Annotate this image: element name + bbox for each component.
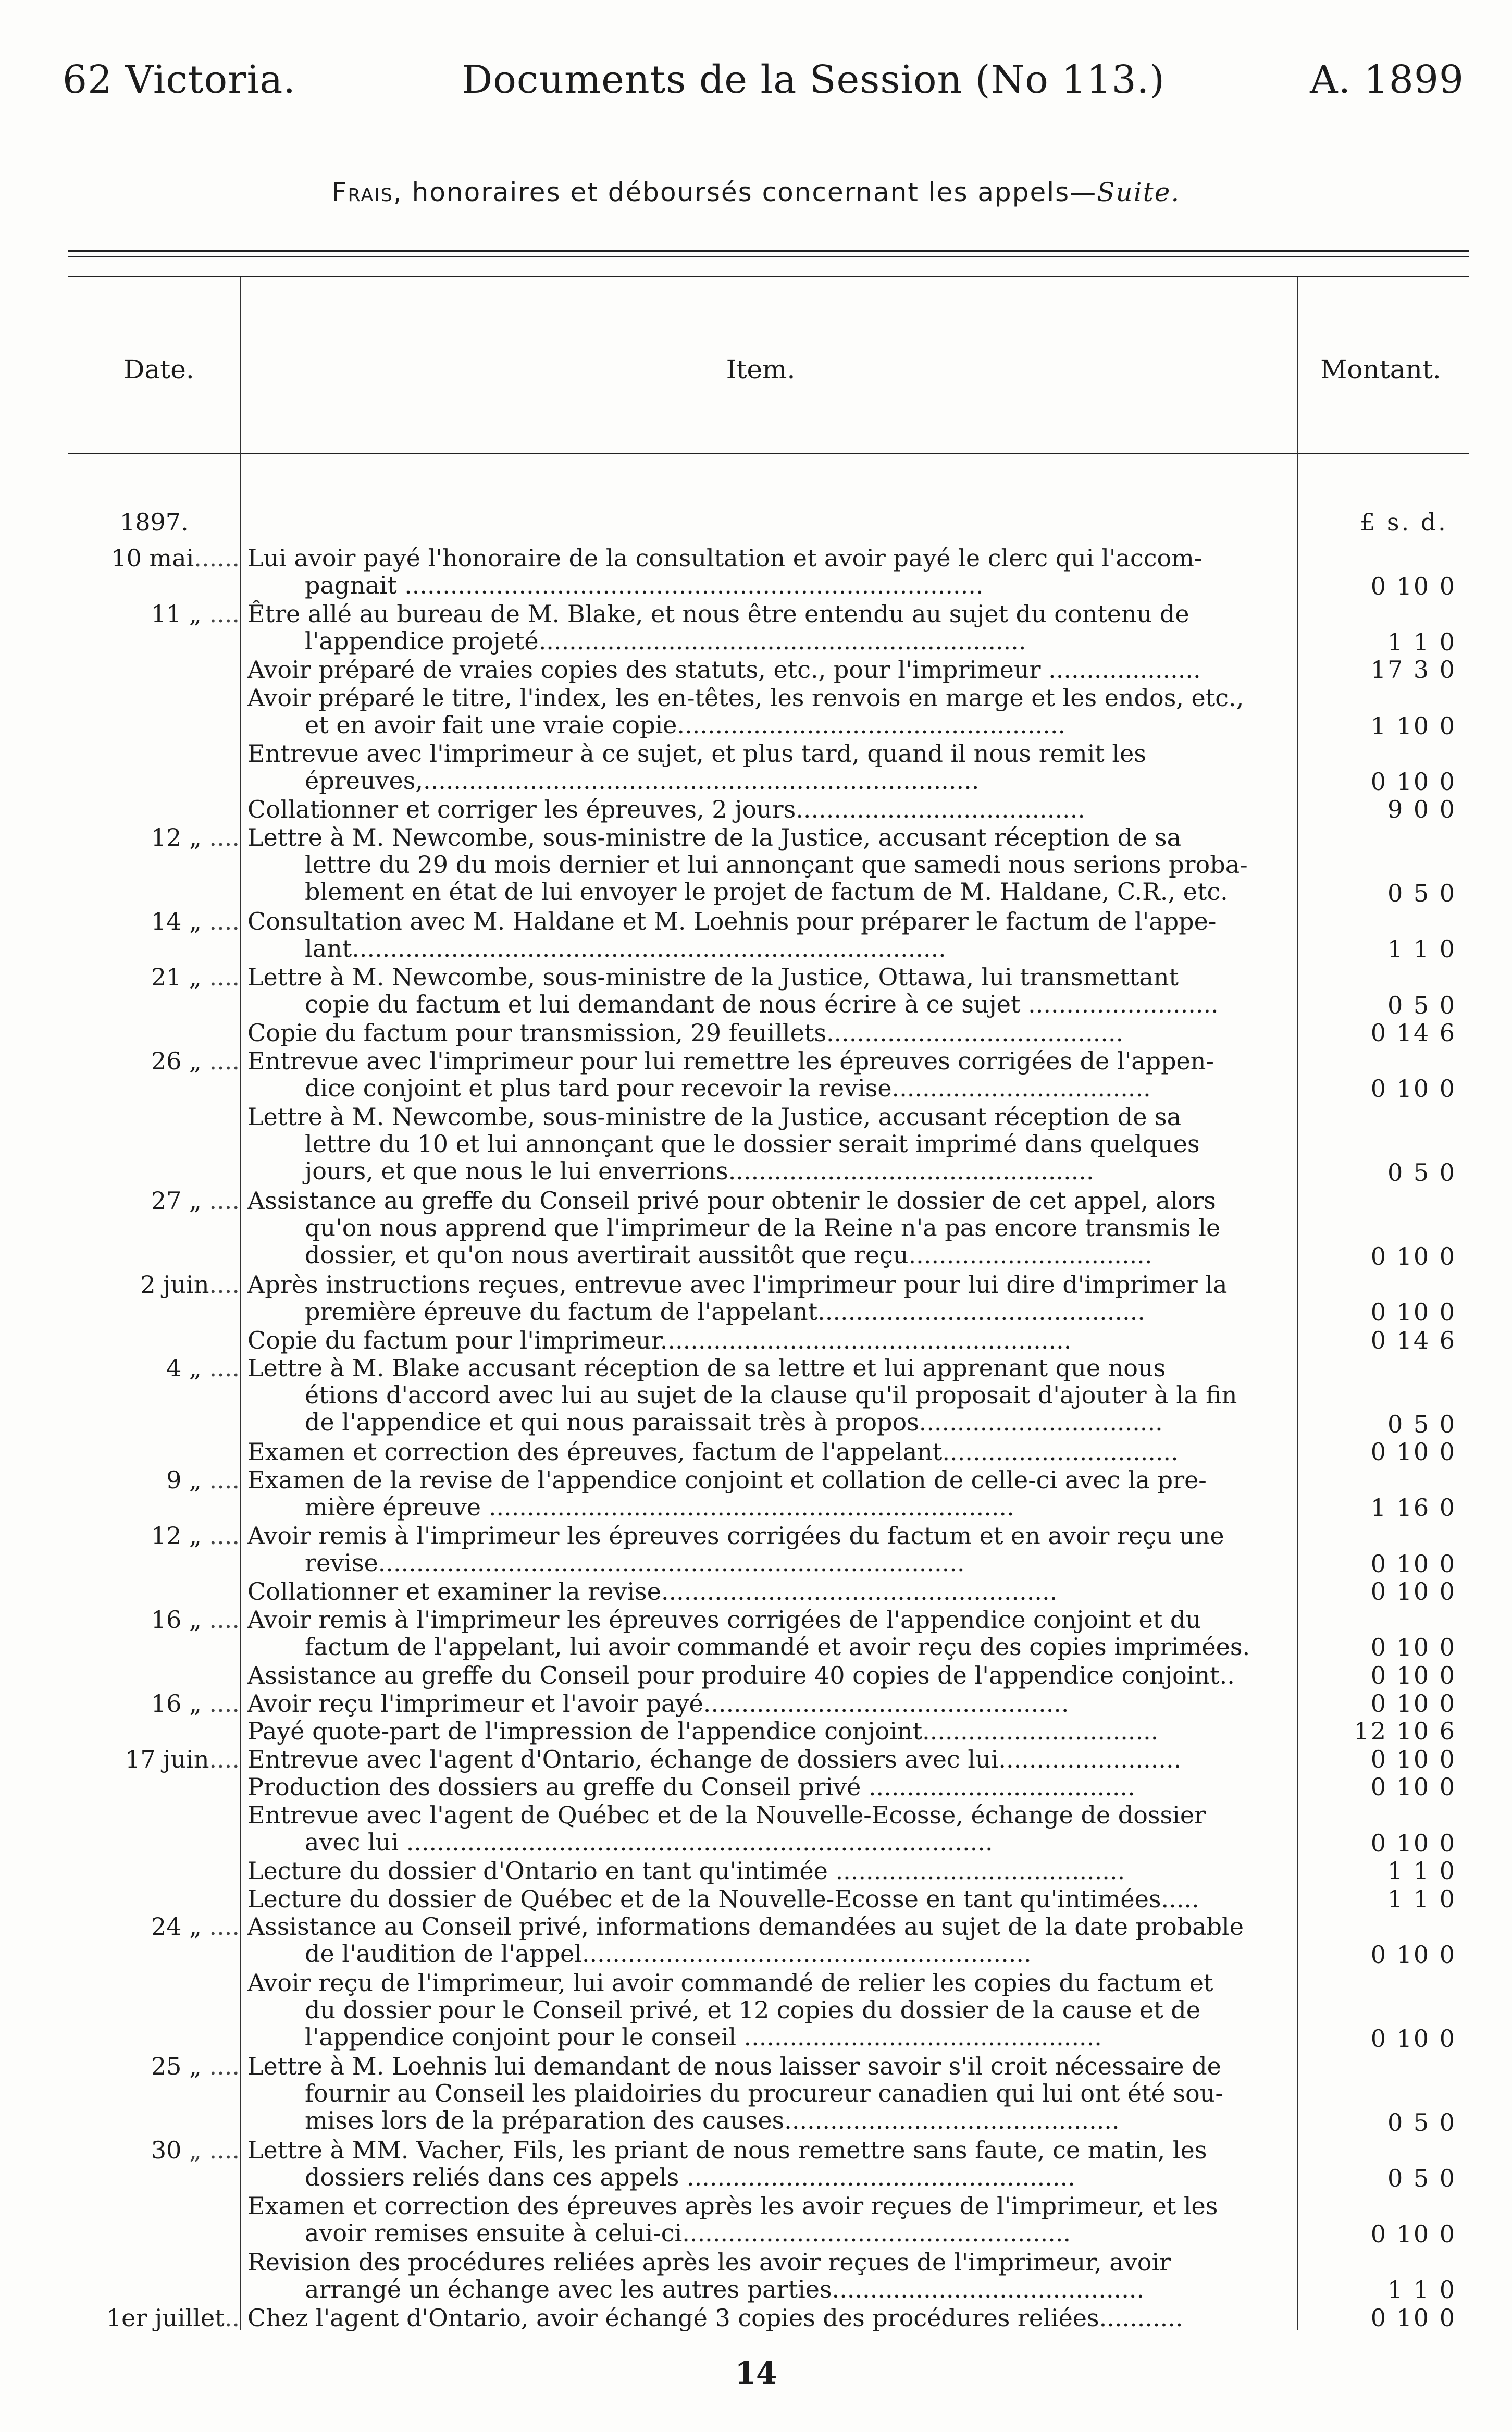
currency-units: £ s. d. <box>1360 508 1448 536</box>
row-amount: 12 10 6 <box>1354 1717 1456 1746</box>
row-item-line: Examen et correction des épreuves, factum de l'appelant............................... <box>247 1438 1179 1466</box>
row-item-line: avoir remises ensuite à celui-ci................................................... <box>305 2219 1071 2247</box>
row-item-line: première épreuve du factum de l'appelant........................................... <box>305 1298 1145 1325</box>
row-item <box>247 2192 1292 2246</box>
row-date-text: 16 „ <box>151 1605 202 1634</box>
row-date-text: 9 „ <box>166 1465 202 1494</box>
row-item <box>247 1606 1292 1660</box>
row-date-text: 21 „ <box>151 963 202 991</box>
row-item <box>247 1466 1292 1521</box>
row-amount: 0 5 0 <box>1387 879 1456 908</box>
row-date-leader: .... <box>201 1689 240 1718</box>
row-item-line: fournir au Conseil les plaidoiries du procureur canadien qui lui ont été sou- <box>305 2080 1223 2107</box>
row-amount: 0 10 0 <box>1370 2024 1456 2053</box>
row-item-line: Lui avoir payé l'honoraire de la consultation et avoir payé le clerc qui l'accom- <box>247 545 1203 572</box>
table-title-text: honoraires et déboursés concernant les appels— <box>402 177 1097 207</box>
row-amount: 0 5 0 <box>1387 2164 1456 2192</box>
row-item-line: du dossier pour le Conseil privé, et 12 copies du dossier de la cause et de <box>305 1996 1200 2023</box>
row-amount: 1 16 0 <box>1370 1493 1456 1522</box>
row-amount: 1 1 0 <box>1387 627 1456 656</box>
row-item <box>247 1522 1292 1576</box>
row-date-leader: .... <box>201 1912 240 1941</box>
row-item <box>247 1271 1292 1325</box>
row-date-leader: .... <box>209 1270 240 1299</box>
row-date-text: 12 „ <box>151 1522 202 1550</box>
row-amount: 0 10 0 <box>1370 1745 1456 1773</box>
row-amount: 0 10 0 <box>1370 1661 1456 1689</box>
row-item <box>247 908 1292 962</box>
column-header-amount: Montant. <box>1320 354 1441 385</box>
row-item <box>247 1773 1292 1800</box>
row-amount: 0 10 0 <box>1370 2219 1456 2248</box>
row-date-leader: .... <box>201 823 240 851</box>
row-date-leader: .. <box>224 2303 240 2332</box>
row-item <box>247 964 1292 1018</box>
row-item-line: Collationner et corriger les épreuves, 2 jours...................................... <box>247 796 1085 823</box>
row-item-line: l'appendice projeté................................................................ <box>305 627 1026 655</box>
row-item-line: revise............................................................................. <box>305 1549 965 1576</box>
row-item-line: Être allé au bureau de M. Blake, et nous être entendu au sujet du contenu de <box>247 600 1189 628</box>
row-amount: 9 0 0 <box>1387 795 1456 824</box>
row-date <box>68 1746 240 1773</box>
row-amount: 0 10 0 <box>1370 1549 1456 1578</box>
row-date-text: 4 „ <box>166 1354 202 1382</box>
row-item <box>247 1103 1292 1184</box>
row-amount: 0 5 0 <box>1387 991 1456 1019</box>
row-item-line: pagnait ............................................................................ <box>305 572 984 599</box>
row-item <box>247 796 1292 823</box>
row-date-text: 1er juillet <box>106 2303 225 2332</box>
row-date <box>68 545 240 572</box>
row-date <box>68 1271 240 1298</box>
row-item-line: lettre du 29 du mois dernier et lui annonçant que samedi nous serions proba- <box>305 851 1248 878</box>
row-item-line: lant.............................................................................. <box>305 934 946 962</box>
row-date <box>68 2053 240 2080</box>
row-item <box>247 1438 1292 1465</box>
row-amount: 0 14 6 <box>1370 1019 1456 1047</box>
row-date-leader: .... <box>201 1046 240 1075</box>
row-item-line: de l'audition de l'appel........................................................... <box>305 1940 1032 1968</box>
table-title-suite: Suite. <box>1097 177 1181 207</box>
row-date <box>68 908 240 935</box>
row-amount: 0 10 0 <box>1370 1689 1456 1718</box>
row-item-line: jours, et que nous le lui enverrions................................................ <box>305 1157 1094 1184</box>
row-amount: 0 10 0 <box>1370 1633 1456 1662</box>
table-title <box>0 177 1512 207</box>
row-date-text: 17 juin <box>125 1745 209 1773</box>
row-item-line: Entrevue avec l'imprimeur pour lui remettre les épreuves corrigées de l'appen- <box>247 1047 1214 1075</box>
row-item-line: mises lors de la préparation des causes............................................ <box>305 2107 1120 2134</box>
row-item <box>247 1019 1292 1046</box>
row-amount: 0 10 0 <box>1370 1940 1456 1969</box>
row-item-line: de l'appendice et qui nous paraissait très à propos................................ <box>305 1409 1163 1436</box>
row-item <box>247 824 1292 905</box>
row-item <box>247 1885 1292 1912</box>
row-item-line: arrangé un échange avec les autres parties......................................... <box>305 2275 1145 2303</box>
header-year: 62 Victoria. <box>63 57 296 102</box>
row-amount: 0 10 0 <box>1370 1242 1456 1270</box>
row-date <box>68 2137 240 2164</box>
row-date-leader: .... <box>201 1605 240 1634</box>
row-date-text: 12 „ <box>151 823 202 851</box>
row-item-line: Payé quote-part de l'impression de l'appendice conjoint............................... <box>247 1718 1159 1745</box>
row-date-text: 24 „ <box>151 1912 202 1941</box>
row-date <box>68 1606 240 1633</box>
row-item-line: Avoir reçu l'imprimeur et l'avoir payé................................................ <box>247 1689 1069 1717</box>
page-number: 14 <box>735 2355 777 2391</box>
row-date <box>68 600 240 627</box>
row-amount: 1 1 0 <box>1387 1884 1456 1913</box>
row-amount: 0 10 0 <box>1370 572 1456 600</box>
row-date-text: 14 „ <box>151 907 202 935</box>
row-item <box>247 656 1292 683</box>
row-item-line: et en avoir fait une vraie copie................................................... <box>305 711 1066 738</box>
row-amount: 17 3 0 <box>1370 656 1456 684</box>
row-amount: 0 10 0 <box>1370 1438 1456 1466</box>
row-item-line: Lettre à M. Newcombe, sous-ministre de la Justice, Ottawa, lui transmettant <box>247 964 1179 991</box>
row-item-line: Avoir remis à l'imprimeur les épreuves corrigées de l'appendice conjoint et du <box>247 1606 1201 1633</box>
row-date-leader: ...... <box>194 544 240 572</box>
row-date-leader: .... <box>201 1522 240 1550</box>
row-item-line: Examen et correction des épreuves après les avoir reçues de l'imprimeur, et les <box>247 2192 1218 2220</box>
column-divider-left <box>240 277 241 2330</box>
row-item <box>247 1354 1292 1436</box>
row-item <box>247 1187 1292 1268</box>
row-item <box>247 2304 1292 2331</box>
row-date <box>68 1466 240 1493</box>
row-date-text: 11 „ <box>151 600 202 628</box>
row-item <box>247 1857 1292 1884</box>
row-amount: 1 1 0 <box>1387 935 1456 964</box>
row-date-text: 26 „ <box>151 1046 202 1075</box>
row-date-text: 2 juin <box>140 1270 209 1299</box>
row-amount: 0 10 0 <box>1370 1773 1456 1801</box>
row-item <box>247 2249 1292 2303</box>
row-item <box>247 1662 1292 1689</box>
row-amount: 0 10 0 <box>1370 1577 1456 1606</box>
row-date-leader: .... <box>201 1186 240 1215</box>
row-date-text: 10 mai <box>111 544 194 572</box>
row-date-leader: .... <box>201 1465 240 1494</box>
row-item-line: lettre du 10 et lui annonçant que le dossier serait imprimé dans quelques <box>305 1130 1200 1157</box>
year-label: 1897. <box>120 508 189 536</box>
row-item-line: avec lui ............................................................................. <box>305 1829 993 1856</box>
row-item-line: dossier, et qu'on nous avertirait aussitôt que reçu................................ <box>305 1241 1152 1268</box>
row-date <box>68 824 240 851</box>
row-item-line: Chez l'agent d'Ontario, avoir échangé 3 copies des procédures reliées........... <box>247 2304 1183 2331</box>
row-date-leader: .... <box>201 907 240 935</box>
row-item-line: Entrevue avec l'imprimeur à ce sujet, et plus tard, quand il nous remit les <box>247 740 1146 768</box>
row-item-line: qu'on nous apprend que l'imprimeur de la Reine n'a pas encore transmis le <box>305 1214 1221 1241</box>
row-item <box>247 1718 1292 1745</box>
row-item-line: Entrevue avec l'agent de Québec et de la Nouvelle-Ecosse, échange de dossier <box>247 1801 1206 1829</box>
row-item-line: étions d'accord avec lui au sujet de la clause qu'il proposait d'ajouter à la fin <box>305 1381 1237 1409</box>
row-item-line: Revision des procédures reliées après les avoir reçues de l'imprimeur, avoir <box>247 2248 1171 2276</box>
row-item-line: mière épreuve ..................................................................... <box>305 1493 1014 1521</box>
row-item-line: Production des dossiers au greffe du Conseil privé ................................... <box>247 1773 1135 1801</box>
row-item <box>247 1969 1292 2051</box>
row-item <box>247 2137 1292 2191</box>
row-item-line: Lettre à M. Newcombe, sous-ministre de la Justice, accusant réception de sa <box>247 824 1182 851</box>
row-item-line: Assistance au greffe du Conseil pour produire 40 copies de l'appendice conjoint.. <box>247 1662 1235 1689</box>
row-item <box>247 1578 1292 1605</box>
row-item-line: Collationner et examiner la revise.................................................... <box>247 1578 1058 1606</box>
row-date-leader: .... <box>201 2052 240 2081</box>
row-date <box>68 1690 240 1717</box>
column-header-date: Date. <box>123 354 194 385</box>
row-item-line: Avoir remis à l'imprimeur les épreuves corrigées du factum et en avoir reçu une <box>247 1522 1224 1549</box>
row-item <box>247 1690 1292 1717</box>
row-date <box>68 1913 240 1940</box>
row-amount: 0 10 0 <box>1370 1829 1456 1857</box>
row-amount: 0 5 0 <box>1387 2108 1456 2137</box>
row-amount: 1 1 0 <box>1387 2276 1456 2304</box>
row-amount: 0 10 0 <box>1370 1298 1456 1327</box>
row-item-line: factum de l'appelant, lui avoir commandé et avoir reçu des copies imprimées. <box>305 1633 1250 1660</box>
header-title: Documents de la Session (No 113.) <box>462 57 1166 102</box>
row-item-line: Examen de la revise de l'appendice conjoint et collation de celle-ci avec la pre- <box>247 1466 1207 1493</box>
row-date-leader: „ .... <box>181 2136 240 2165</box>
row-item-line: Lettre à MM. Vacher, Fils, les priant de nous remettre sans faute, ce matin, les <box>247 2137 1207 2164</box>
row-item-line: blement en état de lui envoyer le projet de factum de M. Haldane, C.R., etc. <box>305 878 1228 905</box>
row-item-line: dossiers reliés dans ces appels ................................................... <box>305 2164 1075 2191</box>
row-date <box>68 1047 240 1075</box>
row-item-line: Lettre à M. Blake accusant réception de sa lettre et lui apprenant que nous <box>247 1354 1166 1382</box>
row-amount: 0 14 6 <box>1370 1326 1456 1354</box>
row-amount: 1 1 0 <box>1387 1857 1456 1885</box>
row-amount: 1 10 0 <box>1370 711 1456 740</box>
row-item-line: Lecture du dossier de Québec et de la Nouvelle-Ecosse en tant qu'intimées..... <box>247 1885 1199 1912</box>
header-rule <box>68 453 1469 454</box>
row-item-line: Copie du factum pour l'imprimeur...................................................... <box>247 1326 1072 1354</box>
table-title-lead: Frais, <box>331 177 403 207</box>
row-date <box>68 1354 240 1381</box>
row-item <box>247 2053 1292 2134</box>
row-item-line: Avoir préparé de vraies copies des statuts, etc., pour l'imprimeur .................... <box>247 656 1201 684</box>
row-amount: 0 10 0 <box>1370 767 1456 796</box>
row-date <box>68 1187 240 1214</box>
row-item <box>247 1746 1292 1773</box>
row-date-leader: .... <box>209 1745 240 1773</box>
row-item-line: Lettre à M. Newcombe, sous-ministre de la Justice, accusant réception de sa <box>247 1103 1182 1130</box>
row-item <box>247 1327 1292 1354</box>
row-item-line: Assistance au Conseil privé, informations demandées au sujet de la date probable <box>247 1913 1244 1941</box>
row-item <box>247 1801 1292 1856</box>
row-item-line: copie du factum et lui demandant de nous écrire à ce sujet ......................... <box>305 991 1219 1018</box>
row-date <box>68 1522 240 1549</box>
row-date <box>68 964 240 991</box>
column-divider-right <box>1297 277 1298 2330</box>
row-item <box>247 545 1292 599</box>
row-item <box>247 600 1292 655</box>
row-date-text: 25 „ <box>151 2052 202 2081</box>
row-date-leader: .... <box>201 963 240 991</box>
row-date-leader: .... <box>201 600 240 628</box>
row-item-line: Après instructions reçues, entrevue avec l'imprimeur pour lui dire d'imprimer la <box>247 1270 1228 1298</box>
row-item <box>247 1047 1292 1102</box>
row-item <box>247 740 1292 794</box>
row-amount: 0 10 0 <box>1370 2303 1456 2332</box>
row-item-line: dice conjoint et plus tard pour recevoir la revise.................................. <box>305 1074 1151 1102</box>
row-item <box>247 684 1292 738</box>
row-item-line: Avoir reçu de l'imprimeur, lui avoir commandé de relier les copies du factum et <box>247 1969 1213 1996</box>
header-series: A. 1899 <box>1310 57 1464 102</box>
row-item-line: Lecture du dossier d'Ontario en tant qu'intimée ...................................... <box>247 1857 1125 1885</box>
row-item-line: Avoir préparé le titre, l'index, les en-têtes, les renvois en marge et les endos, etc., <box>247 684 1244 711</box>
row-date-leader: .... <box>201 1354 240 1382</box>
row-item-line: épreuves,......................................................................... <box>305 767 980 795</box>
row-item-line: Assistance au greffe du Conseil privé pour obtenir le dossier de cet appel, alors <box>247 1187 1216 1214</box>
top-rule-lower <box>68 276 1469 277</box>
row-item-line: Consultation avec M. Haldane et M. Loehnis pour préparer le factum de l'appe- <box>247 907 1217 935</box>
row-amount: 0 5 0 <box>1387 1158 1456 1187</box>
row-item-line: Copie du factum pour transmission, 29 feuillets....................................... <box>247 1019 1124 1047</box>
row-item-line: l'appendice conjoint pour le conseil ............................................... <box>305 2023 1102 2051</box>
row-date-text: 30 <box>151 2136 182 2165</box>
row-item-line: Lettre à M. Loehnis lui demandant de nous laisser savoir s'il croit nécessaire de <box>247 2053 1221 2080</box>
row-date <box>68 2304 240 2331</box>
row-item <box>247 1913 1292 1967</box>
top-rule <box>68 250 1469 252</box>
row-amount: 0 5 0 <box>1387 1410 1456 1438</box>
row-date-text: 27 „ <box>151 1186 202 1215</box>
running-header <box>63 57 1464 120</box>
row-amount: 0 10 0 <box>1370 1075 1456 1103</box>
column-header-item: Item. <box>726 354 796 385</box>
row-date-text: 16 „ <box>151 1689 202 1718</box>
top-rule-thin <box>68 256 1469 257</box>
row-item-line: Entrevue avec l'agent d'Ontario, échange de dossiers avec lui........................ <box>247 1745 1182 1773</box>
